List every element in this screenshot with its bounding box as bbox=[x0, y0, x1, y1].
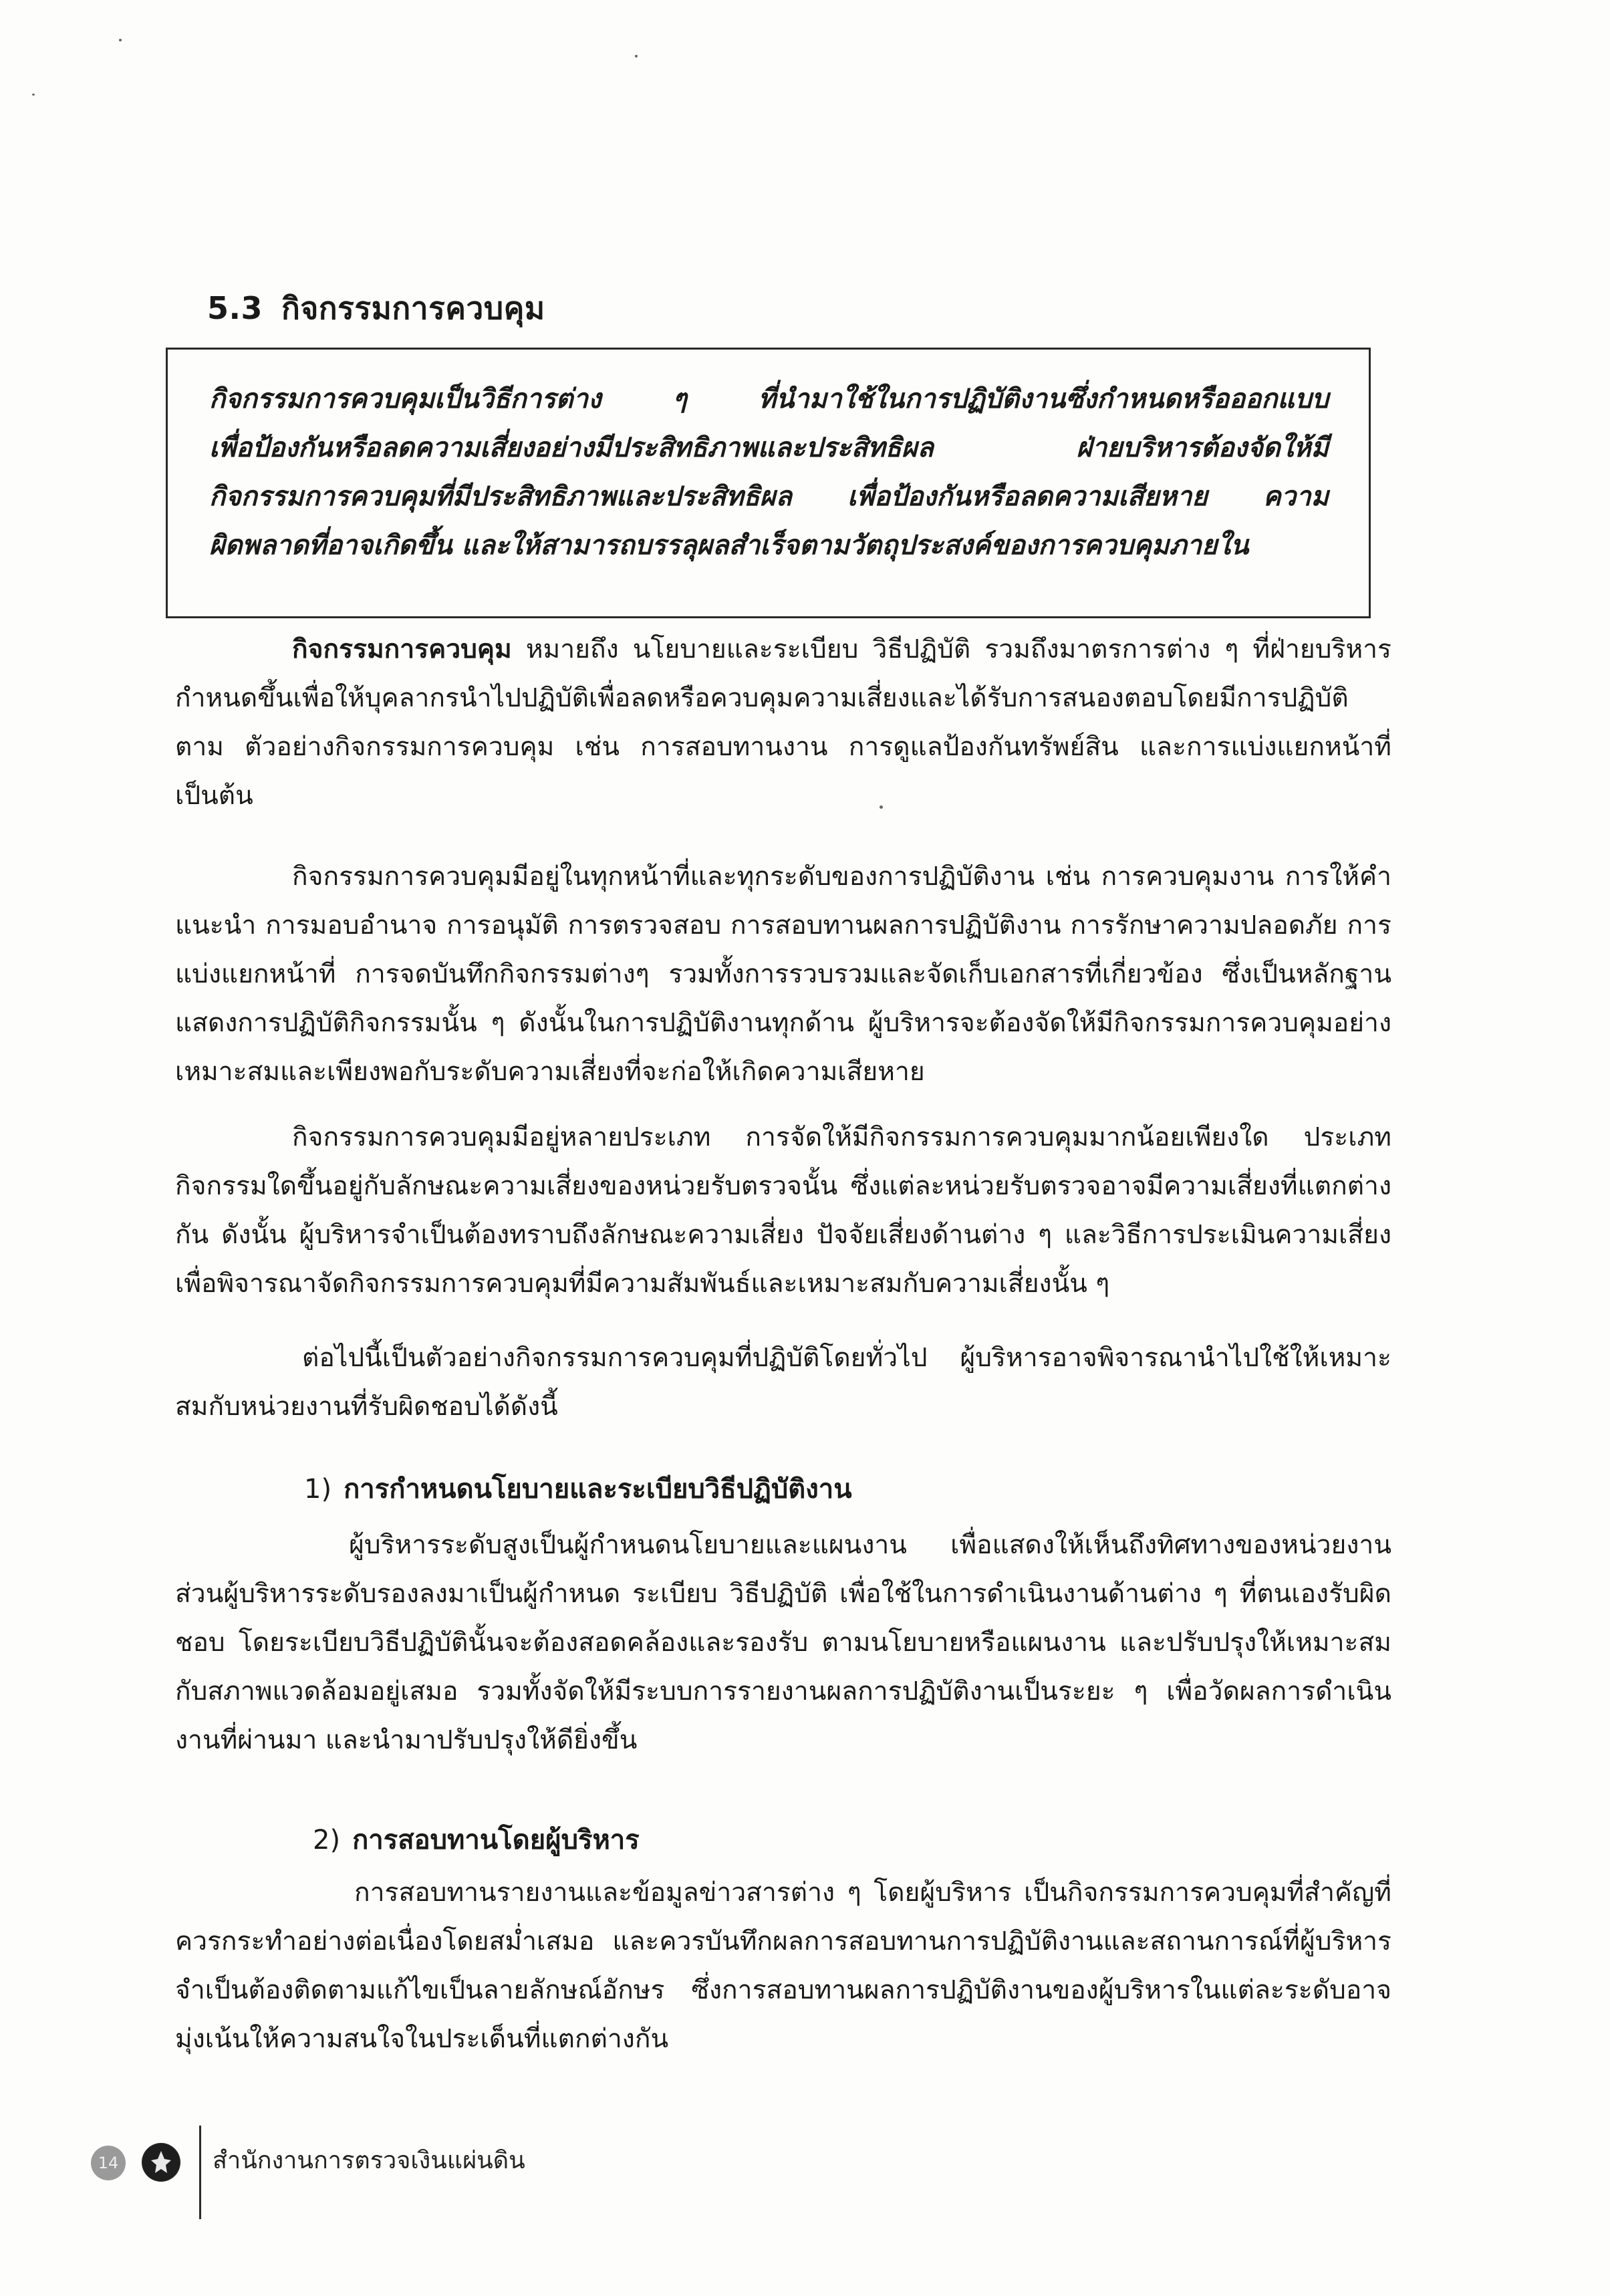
footer-divider bbox=[199, 2126, 201, 2219]
paragraph-text: กิจกรรมการควบคุมมีอยู่ในทุกหน้าที่และทุกระดับของการปฏิบัติงาน เช่น การควบคุมงาน การให้คำแนะนำ การมอบอำนาจ การอนุมัติ การตรวจสอบ การสอบทานผลการปฏิบัติงาน การรักษาความปลอดภัย การแบ่งแยกหน้าที่ การจดบันทึกกิจกรรมต่างๆ รวมทั้งการรวบรวมและจัดเก็บเอกสารที่เกี่ยวข้อง ซึ่งเป็นหลักฐานแสดงการปฏิบัติกิจกรรมนั้น ๆ ดังนั้นในการปฏิบัติงานทุกด้าน ผู้บริหารจะต้องจัดให้มีกิจกรรมการควบคุมอย่างเหมาะสมและเพียงพอกับระดับความเสี่ยงที่จะก่อให้เกิดความเสียหาย bbox=[175, 862, 1391, 1087]
emblem-icon bbox=[142, 2143, 180, 2182]
definition-line: กิจกรรมการควบคุมเป็นวิธีการต่าง ๆ ที่นำมาใช้ในการปฏิบัติงานซึ่งกำหนดหรือออกแบบ bbox=[209, 384, 1329, 414]
item-1-heading bbox=[304, 1467, 852, 1510]
item-number: 2) bbox=[313, 1825, 341, 1856]
paragraph-types bbox=[175, 1113, 1391, 1308]
paragraph-text: ต่อไปนี้เป็นตัวอย่างกิจกรรมการควบคุมที่ปฏิบัติโดยทั่วไป ผู้บริหารอาจพิจารณานำไปใช้ให้เหมาะสมกับหน่วยงานที่รับผิดชอบได้ดังนี้ bbox=[175, 1343, 1391, 1422]
item-2-paragraph bbox=[175, 1868, 1391, 2063]
definition-line: กิจกรรมการควบคุมที่มีประสิทธิภาพและประสิทธิผล เพื่อป้องกันหรือลดความเสียหาย ความ bbox=[209, 481, 1329, 512]
page-number: 14 bbox=[91, 2146, 126, 2180]
item-2-heading bbox=[313, 1818, 640, 1861]
paragraph-definition bbox=[175, 625, 1391, 820]
paragraph-lead-term: กิจกรรมการควบคุม bbox=[292, 634, 512, 664]
scan-speck bbox=[635, 55, 638, 57]
item-number: 1) bbox=[304, 1474, 332, 1505]
section-title: กิจกรรมการควบคุม bbox=[281, 290, 545, 326]
scan-speck bbox=[119, 39, 122, 41]
item-title: การกำหนดนโยบายและระเบียบวิธีปฏิบัติงาน bbox=[344, 1474, 852, 1505]
definition-line: ผิดพลาดที่อาจเกิดขึ้น และให้สามารถบรรลุผลสำเร็จตามวัตถุประสงค์ของการควบคุมภายใน bbox=[209, 530, 1249, 561]
scan-speck bbox=[32, 94, 35, 96]
paragraph-examples-intro bbox=[175, 1333, 1391, 1431]
paragraph-text: ผู้บริหารระดับสูงเป็นผู้กำหนดนโยบายและแผนงาน เพื่อแสดงให้เห็นถึงทิศทางของหน่วยงาน ส่วนผู้บริหารระดับรองลงมาเป็นผู้กำหนด ระเบียบ วิธีปฏิบัติ เพื่อใช้ในการดำเนินงานด้านต่าง ๆ ที่ตนเองรับผิดชอบ โดยระเบียบวิธีปฏิบัตินั้นจะต้องสอดคล้องและรองรับ ตามนโยบายหรือแผนงาน และปรับปรุงให้เหมาะสมกับสภาพแวดล้อมอยู่เสมอ รวมทั้งจัดให้มีระบบการรายงานผลการปฏิบัติงานเป็นระยะ ๆ เพื่อวัดผลการดำเนินงานที่ผ่านมา และนำมาปรับปรุงให้ดียิ่งขึ้น bbox=[175, 1530, 1391, 1755]
definition-line: เพื่อป้องกันหรือลดความเสี่ยงอย่างมีประสิทธิภาพและประสิทธิผล ฝ่ายบริหารต้องจัดให้มี bbox=[209, 432, 1329, 463]
paragraph-text: การสอบทานรายงานและข้อมูลข่าวสารต่าง ๆ โดยผู้บริหาร เป็นกิจกรรมการควบคุมที่สำคัญที่ควรกระทำอย่างต่อเนื่องโดยสม่ำเสมอ และควรบันทึกผลการสอบทานการปฏิบัติงานและสถานการณ์ที่ผู้บริหารจำเป็นต้องติดตามแก้ไขเป็นลายลักษณ์อักษร ซึ่งการสอบทานผลการปฏิบัติงานของผู้บริหารในแต่ละระดับอาจมุ่งเน้นให้ความสนใจในประเด็นที่แตกต่างกัน bbox=[175, 1878, 1391, 2054]
paragraph-scope bbox=[175, 852, 1391, 1096]
definition-box bbox=[166, 348, 1371, 618]
footer-organization: สำนักงานการตรวจเงินแผ่นดิน bbox=[213, 2147, 525, 2174]
section-number: 5.3 bbox=[207, 290, 263, 326]
paragraph-text: กิจกรรมการควบคุมมีอยู่หลายประเภท การจัดให้มีกิจกรรมการควบคุมมากน้อยเพียงใด ประเภทกิจกรรมใดขึ้นอยู่กับลักษณะความเสี่ยงของหน่วยรับตรวจนั้น ซึ่งแต่ละหน่วยรับตรวจอาจมีความเสี่ยงที่แตกต่างกัน ดังนั้น ผู้บริหารจำเป็นต้องทราบถึงลักษณะความเสี่ยง ปัจจัยเสี่ยงด้านต่าง ๆ และวิธีการประเมินความเสี่ยง เพื่อพิจารณาจัดกิจกรรมการควบคุมที่มีความสัมพันธ์และเหมาะสมกับความเสี่ยงนั้น ๆ bbox=[175, 1122, 1391, 1299]
item-title: การสอบทานโดยผู้บริหาร bbox=[352, 1825, 640, 1856]
section-heading bbox=[207, 284, 545, 333]
paragraph-text: หมายถึง นโยบายและระเบียบ วิธีปฏิบัติ รวมถึงมาตรการต่าง ๆ ที่ฝ่ายบริหารกำหนดขึ้นเพื่อให้บุคลากรนำไปปฏิบัติเพื่อลดหรือควบคุมความเสี่ยงและได้รับการสนองตอบโดยมีการปฏิบัติตาม ตัวอย่างกิจกรรมการควบคุม เช่น การสอบทานงาน การดูแลป้องกันทรัพย์สิน และการแบ่งแยกหน้าที่เป็นต้น bbox=[175, 634, 1391, 811]
item-1-paragraph bbox=[175, 1521, 1391, 1765]
